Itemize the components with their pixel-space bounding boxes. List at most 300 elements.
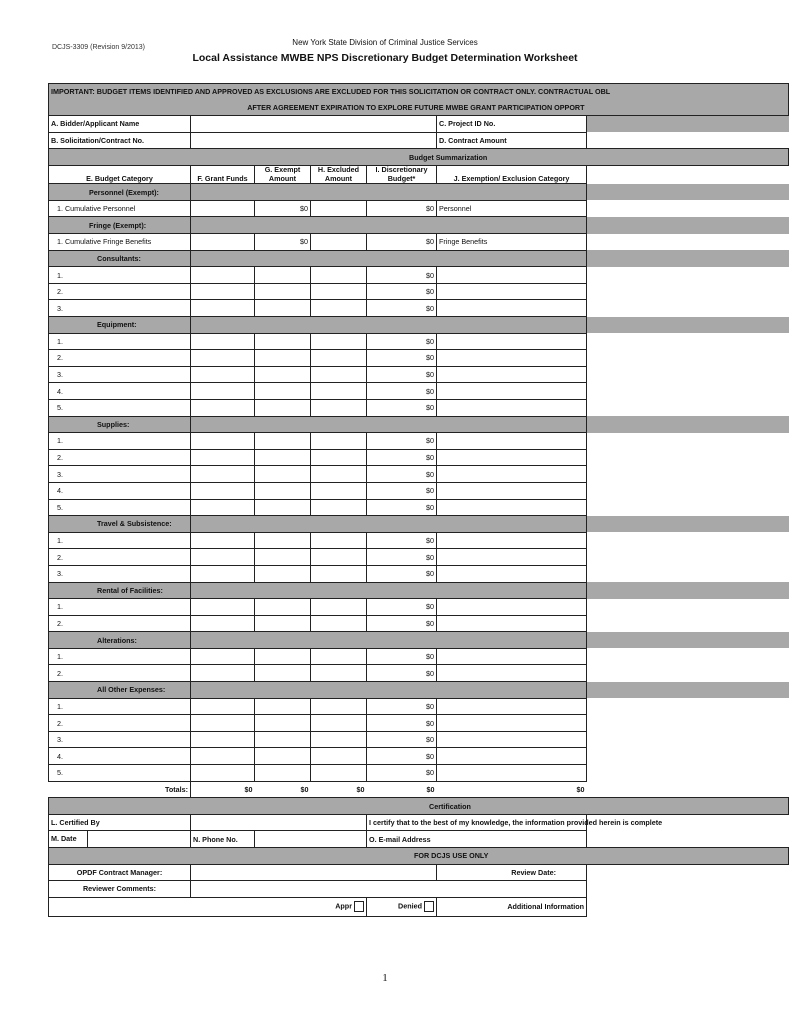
contract-manager-label: OPDF Contract Manager: xyxy=(49,864,191,881)
exempt-amount-cell[interactable] xyxy=(255,731,311,748)
exemption-category-input[interactable] xyxy=(437,350,587,367)
excluded-amount-input[interactable] xyxy=(311,665,367,682)
section-heading-row xyxy=(49,632,789,649)
total-discretionary: $0 xyxy=(426,784,435,794)
page-number: 1 xyxy=(382,972,388,984)
budget-line-row xyxy=(49,765,789,782)
exemption-category-input[interactable] xyxy=(437,615,587,632)
grant-funds-input[interactable] xyxy=(191,748,255,765)
excluded-amount-input[interactable] xyxy=(311,648,367,665)
excluded-amount-input[interactable] xyxy=(311,715,367,732)
line-label: 3. xyxy=(49,565,191,582)
budget-line-row xyxy=(49,300,789,317)
discretionary-budget-cell: $0 xyxy=(367,300,437,317)
dcjs-use-heading: FOR DCJS USE ONLY xyxy=(49,848,789,865)
line-label: 1. Cumulative Fringe Benefits xyxy=(49,234,191,251)
field-row-a xyxy=(49,116,789,133)
col-excluded-amount: H. Excluded Amount xyxy=(311,165,367,183)
budget-line-row xyxy=(49,565,789,582)
exempt-amount-cell[interactable] xyxy=(255,748,311,765)
exempt-amount-cell[interactable]: $0 xyxy=(255,200,311,217)
budget-line-row xyxy=(49,615,789,632)
grant-funds-input[interactable] xyxy=(191,350,255,367)
budget-worksheet-table xyxy=(48,83,789,917)
line-label: 5. xyxy=(49,499,191,516)
discretionary-budget-cell: $0 xyxy=(367,549,437,566)
line-label: 1. xyxy=(49,433,191,450)
excluded-amount-input[interactable] xyxy=(311,482,367,499)
exempt-amount-cell[interactable] xyxy=(255,599,311,616)
exemption-category-input[interactable] xyxy=(437,549,587,566)
section-heading-row xyxy=(49,250,789,267)
section-heading-row xyxy=(49,516,789,533)
line-label: 2. xyxy=(49,715,191,732)
excluded-amount-input[interactable] xyxy=(311,383,367,400)
discretionary-budget-cell: $0 xyxy=(367,333,437,350)
budget-line-row xyxy=(49,399,789,416)
discretionary-budget-cell: $0 xyxy=(367,698,437,715)
gutter xyxy=(587,366,789,383)
budget-line-row xyxy=(49,333,789,350)
excluded-amount-input[interactable] xyxy=(311,615,367,632)
budget-line-row xyxy=(49,383,789,400)
gutter xyxy=(587,731,789,748)
exempt-amount-cell[interactable] xyxy=(255,549,311,566)
total-grant-funds: $0 xyxy=(244,784,253,794)
grant-funds-input[interactable] xyxy=(191,532,255,549)
notice-line-2: AFTER AGREEMENT EXPIRATION TO EXPLORE FUTURE MWBE GRANT PARTICIPATION OPPORT xyxy=(49,100,587,116)
budget-line-row xyxy=(49,715,789,732)
grant-funds-input[interactable] xyxy=(191,648,255,665)
line-label: 2. xyxy=(49,350,191,367)
date-cell xyxy=(49,831,191,848)
col-grant-funds: F. Grant Funds xyxy=(191,165,255,183)
exempt-amount-cell[interactable] xyxy=(255,267,311,284)
exemption-category-input[interactable] xyxy=(437,665,587,682)
gutter xyxy=(587,383,789,400)
gutter xyxy=(587,831,789,848)
exemption-category-input[interactable]: Fringe Benefits xyxy=(437,234,587,251)
form-code: DCJS-3309 (Revision 9/2013) xyxy=(52,44,145,51)
gutter xyxy=(587,532,789,549)
line-label: 1. xyxy=(49,599,191,616)
notice-row-2 xyxy=(49,100,789,116)
gutter xyxy=(587,200,789,217)
gutter xyxy=(587,482,789,499)
exemption-category-input[interactable] xyxy=(437,383,587,400)
budget-line-row xyxy=(49,549,789,566)
grant-funds-input[interactable] xyxy=(191,549,255,566)
grant-funds-input[interactable] xyxy=(191,765,255,782)
exemption-category-input[interactable] xyxy=(437,300,587,317)
discretionary-budget-cell: $0 xyxy=(367,200,437,217)
additional-info-label: Additional Information xyxy=(507,902,584,912)
budget-line-row xyxy=(49,234,789,251)
gutter xyxy=(587,300,789,317)
grant-funds-input[interactable] xyxy=(191,499,255,516)
certified-by-input[interactable] xyxy=(191,814,367,831)
grant-funds-input[interactable] xyxy=(191,449,255,466)
col-exemption-category: J. Exemption/ Exclusion Category xyxy=(437,165,587,183)
discretionary-budget-cell: $0 xyxy=(367,565,437,582)
line-label: 1. xyxy=(49,333,191,350)
reviewer-comments-row xyxy=(49,881,789,898)
exempt-amount-cell[interactable] xyxy=(255,482,311,499)
exempt-amount-cell[interactable] xyxy=(255,350,311,367)
exempt-amount-cell[interactable] xyxy=(255,383,311,400)
exemption-category-input[interactable] xyxy=(437,267,587,284)
budget-line-row xyxy=(49,433,789,450)
grant-funds-input[interactable] xyxy=(191,267,255,284)
gutter xyxy=(587,499,789,516)
organization-name: New York State Division of Criminal Justice Services xyxy=(292,38,478,47)
reviewer-comments-label: Reviewer Comments: xyxy=(49,881,191,898)
exemption-category-input[interactable] xyxy=(437,715,587,732)
gutter xyxy=(587,748,789,765)
additional-info-cell[interactable] xyxy=(437,897,587,916)
grant-funds-input[interactable] xyxy=(191,399,255,416)
exempt-amount-cell[interactable] xyxy=(255,499,311,516)
exempt-amount-cell[interactable] xyxy=(255,648,311,665)
excluded-amount-input[interactable] xyxy=(311,267,367,284)
grant-funds-input[interactable] xyxy=(191,715,255,732)
totals-row xyxy=(49,781,789,798)
grant-funds-input[interactable] xyxy=(191,698,255,715)
review-date-label: Review Date: xyxy=(437,864,587,881)
line-label: 3. xyxy=(49,466,191,483)
line-label: 4. xyxy=(49,383,191,400)
discretionary-budget-cell: $0 xyxy=(367,449,437,466)
exempt-amount-cell[interactable] xyxy=(255,333,311,350)
grant-funds-input[interactable] xyxy=(191,366,255,383)
gutter xyxy=(587,234,789,251)
grant-funds-input[interactable] xyxy=(191,599,255,616)
gutter xyxy=(587,881,789,898)
excluded-amount-input[interactable] xyxy=(311,366,367,383)
excluded-amount-input[interactable] xyxy=(311,748,367,765)
gutter xyxy=(587,433,789,450)
section-heading: Alterations: xyxy=(49,632,191,649)
discretionary-budget-cell: $0 xyxy=(367,482,437,499)
discretionary-budget-cell: $0 xyxy=(367,350,437,367)
section-heading: Supplies: xyxy=(49,416,191,433)
gutter xyxy=(587,599,789,616)
exemption-category-input[interactable] xyxy=(437,283,587,300)
excluded-amount-input[interactable] xyxy=(311,333,367,350)
excluded-amount-input[interactable] xyxy=(311,234,367,251)
excluded-amount-input[interactable] xyxy=(311,731,367,748)
budget-line-row xyxy=(49,283,789,300)
discretionary-budget-cell: $0 xyxy=(367,399,437,416)
budget-line-row xyxy=(49,499,789,516)
certified-by-label: L. Certified By xyxy=(49,814,191,831)
gutter xyxy=(587,698,789,715)
gutter xyxy=(587,665,789,682)
excluded-amount-input[interactable] xyxy=(311,565,367,582)
total-exempt: $0 xyxy=(300,784,309,794)
certification-heading-row xyxy=(49,798,789,815)
grant-funds-input[interactable] xyxy=(191,466,255,483)
approved-label: Appr xyxy=(335,901,352,911)
section-heading-row xyxy=(49,217,789,234)
line-label: 4. xyxy=(49,748,191,765)
excluded-amount-input[interactable] xyxy=(311,549,367,566)
line-label: 4. xyxy=(49,482,191,499)
discretionary-budget-cell: $0 xyxy=(367,715,437,732)
gutter xyxy=(587,549,789,566)
exemption-category-input[interactable] xyxy=(437,499,587,516)
exemption-category-input[interactable] xyxy=(437,748,587,765)
col-discretionary-budget: I. Discretionary Budget* xyxy=(367,165,437,183)
budget-line-row xyxy=(49,466,789,483)
excluded-amount-input[interactable] xyxy=(311,599,367,616)
budget-line-row xyxy=(49,648,789,665)
line-label: 2. xyxy=(49,615,191,632)
exemption-category-input[interactable] xyxy=(437,433,587,450)
section-heading-row xyxy=(49,682,789,699)
section-heading: Travel & Subsistence: xyxy=(49,516,191,533)
grant-funds-input[interactable] xyxy=(191,615,255,632)
date-label: M. Date xyxy=(49,831,88,847)
line-label: 3. xyxy=(49,300,191,317)
exempt-amount-cell[interactable] xyxy=(255,433,311,450)
excluded-amount-input[interactable] xyxy=(311,399,367,416)
denied-cell xyxy=(367,897,437,916)
gutter xyxy=(587,648,789,665)
line-label: 1. xyxy=(49,532,191,549)
discretionary-budget-cell: $0 xyxy=(367,532,437,549)
grant-funds-input[interactable] xyxy=(191,433,255,450)
col-budget-category: E. Budget Category xyxy=(49,165,191,183)
gutter xyxy=(587,116,789,133)
budget-line-row xyxy=(49,532,789,549)
excluded-amount-input[interactable] xyxy=(311,300,367,317)
gutter xyxy=(587,283,789,300)
exemption-category-input[interactable] xyxy=(437,731,587,748)
discretionary-budget-cell: $0 xyxy=(367,499,437,516)
budget-line-row xyxy=(49,200,789,217)
certified-by-row xyxy=(49,814,789,831)
gutter xyxy=(587,165,789,183)
budget-line-row xyxy=(49,449,789,466)
discretionary-budget-cell: $0 xyxy=(367,765,437,782)
approved-cell xyxy=(49,897,367,916)
section-heading: Personnel (Exempt): xyxy=(49,184,191,201)
discretionary-budget-cell: $0 xyxy=(367,366,437,383)
grant-funds-input[interactable] xyxy=(191,300,255,317)
line-label: 1. xyxy=(49,648,191,665)
denied-checkbox[interactable] xyxy=(424,901,434,912)
total-excluded: $0 xyxy=(356,784,365,794)
exemption-category-input[interactable] xyxy=(437,449,587,466)
grant-funds-input[interactable] xyxy=(191,482,255,499)
contract-manager-input[interactable] xyxy=(191,864,437,881)
exempt-amount-cell[interactable] xyxy=(255,300,311,317)
exempt-amount-cell[interactable] xyxy=(255,283,311,300)
approved-checkbox[interactable] xyxy=(354,901,364,912)
exemption-category-input[interactable] xyxy=(437,466,587,483)
excluded-amount-input[interactable] xyxy=(311,765,367,782)
line-label: 1. xyxy=(49,267,191,284)
worksheet xyxy=(48,83,788,917)
denied-label: Denied xyxy=(398,901,422,911)
exempt-amount-cell[interactable] xyxy=(255,615,311,632)
gutter xyxy=(587,350,789,367)
gutter xyxy=(587,565,789,582)
gutter xyxy=(587,864,789,881)
form-title: Local Assistance MWBE NPS Discretionary Budget Determination Worksheet xyxy=(192,52,578,64)
contract-manager-row xyxy=(49,864,789,881)
exempt-amount-cell[interactable]: $0 xyxy=(255,234,311,251)
exempt-amount-cell[interactable] xyxy=(255,698,311,715)
section-heading: Equipment: xyxy=(49,317,191,334)
gutter xyxy=(587,399,789,416)
bidder-name-input[interactable] xyxy=(191,116,437,133)
contract-no-input[interactable] xyxy=(191,132,437,149)
contract-amount-label: D. Contract Amount xyxy=(437,132,587,149)
dcjs-use-heading-row xyxy=(49,848,789,865)
budget-line-row xyxy=(49,267,789,284)
line-label: 5. xyxy=(49,399,191,416)
exemption-category-input[interactable] xyxy=(437,482,587,499)
exemption-category-input[interactable] xyxy=(437,399,587,416)
column-header-row xyxy=(49,165,789,183)
gutter xyxy=(587,132,789,149)
section-heading-row xyxy=(49,184,789,201)
bidder-name-label: A. Bidder/Applicant Name xyxy=(49,116,191,133)
gutter xyxy=(587,615,789,632)
grant-funds-input[interactable] xyxy=(191,665,255,682)
exemption-category-input[interactable] xyxy=(437,599,587,616)
line-label: 1. xyxy=(49,698,191,715)
section-heading: All Other Expenses: xyxy=(49,682,191,699)
section-heading-row xyxy=(49,582,789,599)
excluded-amount-input[interactable] xyxy=(311,350,367,367)
contact-row xyxy=(49,831,789,848)
excluded-amount-input[interactable] xyxy=(311,433,367,450)
budget-line-row xyxy=(49,748,789,765)
reviewer-comments-input[interactable] xyxy=(191,881,587,898)
exempt-amount-cell[interactable] xyxy=(255,366,311,383)
exempt-amount-cell[interactable] xyxy=(255,715,311,732)
certification-heading: Certification xyxy=(49,798,789,815)
gutter xyxy=(587,267,789,284)
line-label: 2. xyxy=(49,665,191,682)
section-heading-row xyxy=(49,317,789,334)
exempt-amount-cell[interactable] xyxy=(255,532,311,549)
gutter xyxy=(587,765,789,782)
budget-line-row xyxy=(49,665,789,682)
grant-funds-input[interactable] xyxy=(191,565,255,582)
excluded-amount-input[interactable] xyxy=(311,283,367,300)
line-label: 2. xyxy=(49,449,191,466)
email-input[interactable] xyxy=(437,831,587,848)
discretionary-budget-cell: $0 xyxy=(367,466,437,483)
discretionary-budget-cell: $0 xyxy=(367,234,437,251)
exempt-amount-cell[interactable] xyxy=(255,665,311,682)
exemption-category-input[interactable] xyxy=(437,765,587,782)
section-heading: Fringe (Exempt): xyxy=(49,217,191,234)
exemption-category-input[interactable] xyxy=(437,366,587,383)
discretionary-budget-cell: $0 xyxy=(367,433,437,450)
budget-line-row xyxy=(49,698,789,715)
exemption-category-input[interactable] xyxy=(437,565,587,582)
excluded-amount-input[interactable] xyxy=(311,200,367,217)
date-input[interactable] xyxy=(88,831,190,847)
budget-line-row xyxy=(49,350,789,367)
discretionary-budget-cell: $0 xyxy=(367,648,437,665)
grant-funds-input[interactable] xyxy=(191,200,255,217)
exempt-amount-cell[interactable] xyxy=(255,466,311,483)
section-heading: Rental of Facilities: xyxy=(49,582,191,599)
decision-row xyxy=(49,897,789,916)
totals-label: Totals: xyxy=(49,781,191,798)
discretionary-budget-cell: $0 xyxy=(367,615,437,632)
grant-funds-input[interactable] xyxy=(191,283,255,300)
field-row-b xyxy=(49,132,789,149)
phone-input[interactable] xyxy=(255,831,367,848)
gutter xyxy=(587,333,789,350)
budget-summary-heading-row xyxy=(49,149,789,166)
discretionary-budget-cell: $0 xyxy=(367,748,437,765)
exemption-category-input[interactable] xyxy=(437,648,587,665)
excluded-amount-input[interactable] xyxy=(311,449,367,466)
line-label: 3. xyxy=(49,731,191,748)
exemption-category-input[interactable] xyxy=(437,532,587,549)
project-id-label: C. Project ID No. xyxy=(437,116,587,133)
grant-funds-input[interactable] xyxy=(191,383,255,400)
exemption-category-input[interactable] xyxy=(437,698,587,715)
discretionary-budget-cell: $0 xyxy=(367,283,437,300)
contract-no-label: B. Solicitation/Contract No. xyxy=(49,132,191,149)
budget-line-row xyxy=(49,599,789,616)
section-heading: Consultants: xyxy=(49,250,191,267)
excluded-amount-input[interactable] xyxy=(311,532,367,549)
grant-funds-input[interactable] xyxy=(191,333,255,350)
budget-line-row xyxy=(49,482,789,499)
notice-row-1 xyxy=(49,84,789,100)
discretionary-budget-cell: $0 xyxy=(367,599,437,616)
phone-label: N. Phone No. xyxy=(191,831,255,848)
exempt-amount-cell[interactable] xyxy=(255,399,311,416)
budget-summary-heading: Budget Summarization xyxy=(49,149,789,166)
col-exempt-amount: G. Exempt Amount xyxy=(255,165,311,183)
exemption-category-input[interactable] xyxy=(437,333,587,350)
discretionary-budget-cell: $0 xyxy=(367,731,437,748)
budget-line-row xyxy=(49,366,789,383)
grant-funds-input[interactable] xyxy=(191,234,255,251)
gutter xyxy=(587,466,789,483)
gutter xyxy=(587,449,789,466)
excluded-amount-input[interactable] xyxy=(311,499,367,516)
email-label: O. E-mail Address xyxy=(367,831,437,848)
excluded-amount-input[interactable] xyxy=(311,698,367,715)
exempt-amount-cell[interactable] xyxy=(255,765,311,782)
grant-funds-input[interactable] xyxy=(191,731,255,748)
discretionary-budget-cell: $0 xyxy=(367,665,437,682)
exemption-category-input[interactable]: Personnel xyxy=(437,200,587,217)
line-label: 2. xyxy=(49,549,191,566)
exempt-amount-cell[interactable] xyxy=(255,565,311,582)
line-label: 1. Cumulative Personnel xyxy=(49,200,191,217)
section-heading-row xyxy=(49,416,789,433)
certification-statement: I certify that to the best of my knowledge, the information provided herein is complete xyxy=(367,814,587,831)
line-label: 5. xyxy=(49,765,191,782)
excluded-amount-input[interactable] xyxy=(311,466,367,483)
exempt-amount-cell[interactable] xyxy=(255,449,311,466)
discretionary-budget-cell: $0 xyxy=(367,383,437,400)
gutter xyxy=(587,715,789,732)
